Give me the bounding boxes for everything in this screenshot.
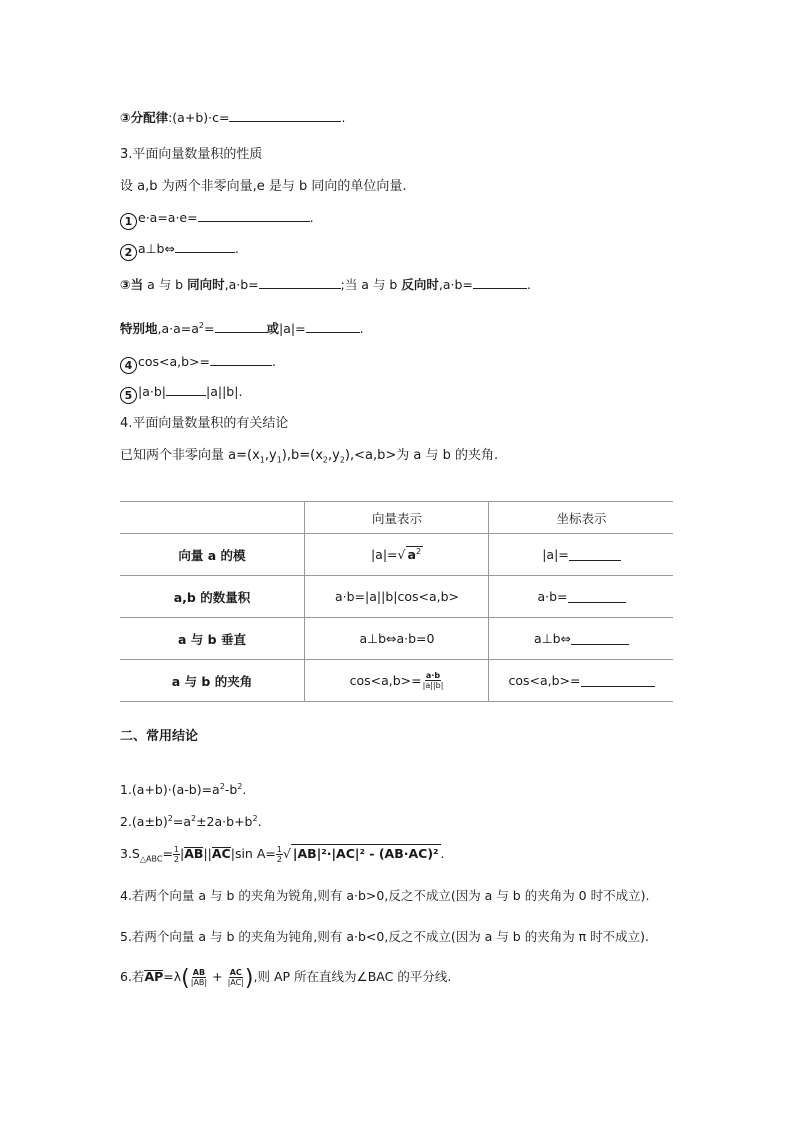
answer-blank[interactable]: [581, 674, 655, 687]
header-cell: 坐标表示: [488, 502, 674, 533]
section-4-title: 4.平面向量数量积的有关结论: [120, 416, 289, 431]
answer-blank[interactable]: [306, 320, 360, 333]
table-row: [120, 660, 673, 702]
answer-blank[interactable]: [229, 109, 341, 122]
vector-cell: cos<a,b>= $\frac{a\cdot b}{|a||b|}$: [304, 660, 489, 701]
answer-blank[interactable]: [215, 320, 267, 333]
row-label: a 与 b 的夹角: [171, 673, 253, 689]
coord-cell: a⊥b⇔: [488, 618, 674, 659]
answer-blank[interactable]: [569, 548, 621, 561]
property-3: ③当 a 与 b 同向时,a·b= ;当 a 与 b 反向时,a·b= .: [120, 277, 531, 292]
coord-cell: a·b=: [488, 576, 674, 617]
answer-blank[interactable]: [571, 632, 629, 645]
circled-number: 1: [120, 213, 137, 230]
conclusion-1: $1.(a+b)\cdot(a-b)=a^2-b^2$.: [120, 782, 247, 798]
conclusion-5: 5.若两个向量 a 与 b 的夹角为钝角,则有 a·b<0,反之不成立(因为 a 与 b 的夹角为 π 时不成立).: [120, 929, 650, 944]
distributive-law: ③分配律:(a+b)·c= .: [120, 110, 346, 125]
property-5: 5 |a·b| |a||b|.: [120, 383, 242, 404]
table-header-row: [120, 501, 673, 534]
vector-cell: a⊥b⇔a·b=0: [304, 618, 489, 659]
header-cell: 向量表示: [304, 502, 489, 533]
conclusion-3: $3.S_{\triangle ABC}=$ $\frac{1}{2}$ |AB||AC|sin A= $\frac{1}{2}$ √ |AB|²·|AC|² - (AB·AC)² .: [120, 845, 445, 864]
table-row: [120, 534, 673, 576]
coord-cell: |a|=: [488, 534, 674, 575]
coord-cell: cos<a,b>=: [488, 660, 674, 701]
section-4-intro: 已知两个非零向量 $a=(x_1,y_1),b=(x_2,y_2),<a,b>$为 a 与 b 的夹角.: [120, 448, 499, 465]
answer-blank[interactable]: [568, 590, 626, 603]
header-cell: [120, 502, 304, 533]
property-3-special: 特别地$,a\cdot a=a^2=$ 或|a|= .: [120, 321, 364, 337]
label: ③分配律: [120, 110, 169, 125]
section-3-intro: 设 a,b 为两个非零向量,e 是与 b 同向的单位向量.: [120, 179, 407, 194]
answer-blank[interactable]: [175, 240, 235, 253]
answer-blank[interactable]: [166, 383, 206, 396]
table-row: [120, 576, 673, 618]
circled-number: 5: [120, 387, 137, 404]
vector-cell: a·b=|a||b|cos<a,b>: [304, 576, 489, 617]
circled-number: 2: [120, 244, 137, 261]
conclusion-6: 6.若AP=λ( $\frac{AB}{|AB|}$ + $\frac{AC}{|AC|}$ ),则 AP 所在直线为∠BAC 的平分线.: [120, 966, 452, 991]
conclusion-4: 4.若两个向量 a 与 b 的夹角为锐角,则有 a·b>0,反之不成立(因为 a 与 b 的夹角为 0 时不成立).: [120, 888, 650, 903]
answer-blank[interactable]: [198, 209, 310, 222]
section-2-title: 二、常用结论: [120, 729, 199, 744]
answer-blank[interactable]: [259, 276, 341, 289]
section-3-title: 3.平面向量数量积的性质: [120, 147, 263, 162]
conclusion-2: $2.(a\pm b)^2=a^2\pm 2a\cdot b+b^2$.: [120, 814, 262, 830]
row-label: a,b 的数量积: [173, 589, 251, 605]
row-label: a 与 b 垂直: [178, 631, 246, 647]
circled-number: 4: [120, 357, 137, 374]
table-row: [120, 618, 673, 660]
vector-cell: |a|= √ $a^2$: [304, 534, 489, 575]
row-label: 向量 a 的模: [178, 547, 246, 563]
property-2: 2 a⊥b⇔ .: [120, 240, 239, 261]
answer-blank[interactable]: [473, 276, 527, 289]
property-4: 4 cos<a,b>= .: [120, 353, 276, 374]
dot-product-table: [120, 501, 673, 702]
property-1: 1 e·a=a·e= .: [120, 209, 314, 230]
answer-blank[interactable]: [210, 353, 272, 366]
